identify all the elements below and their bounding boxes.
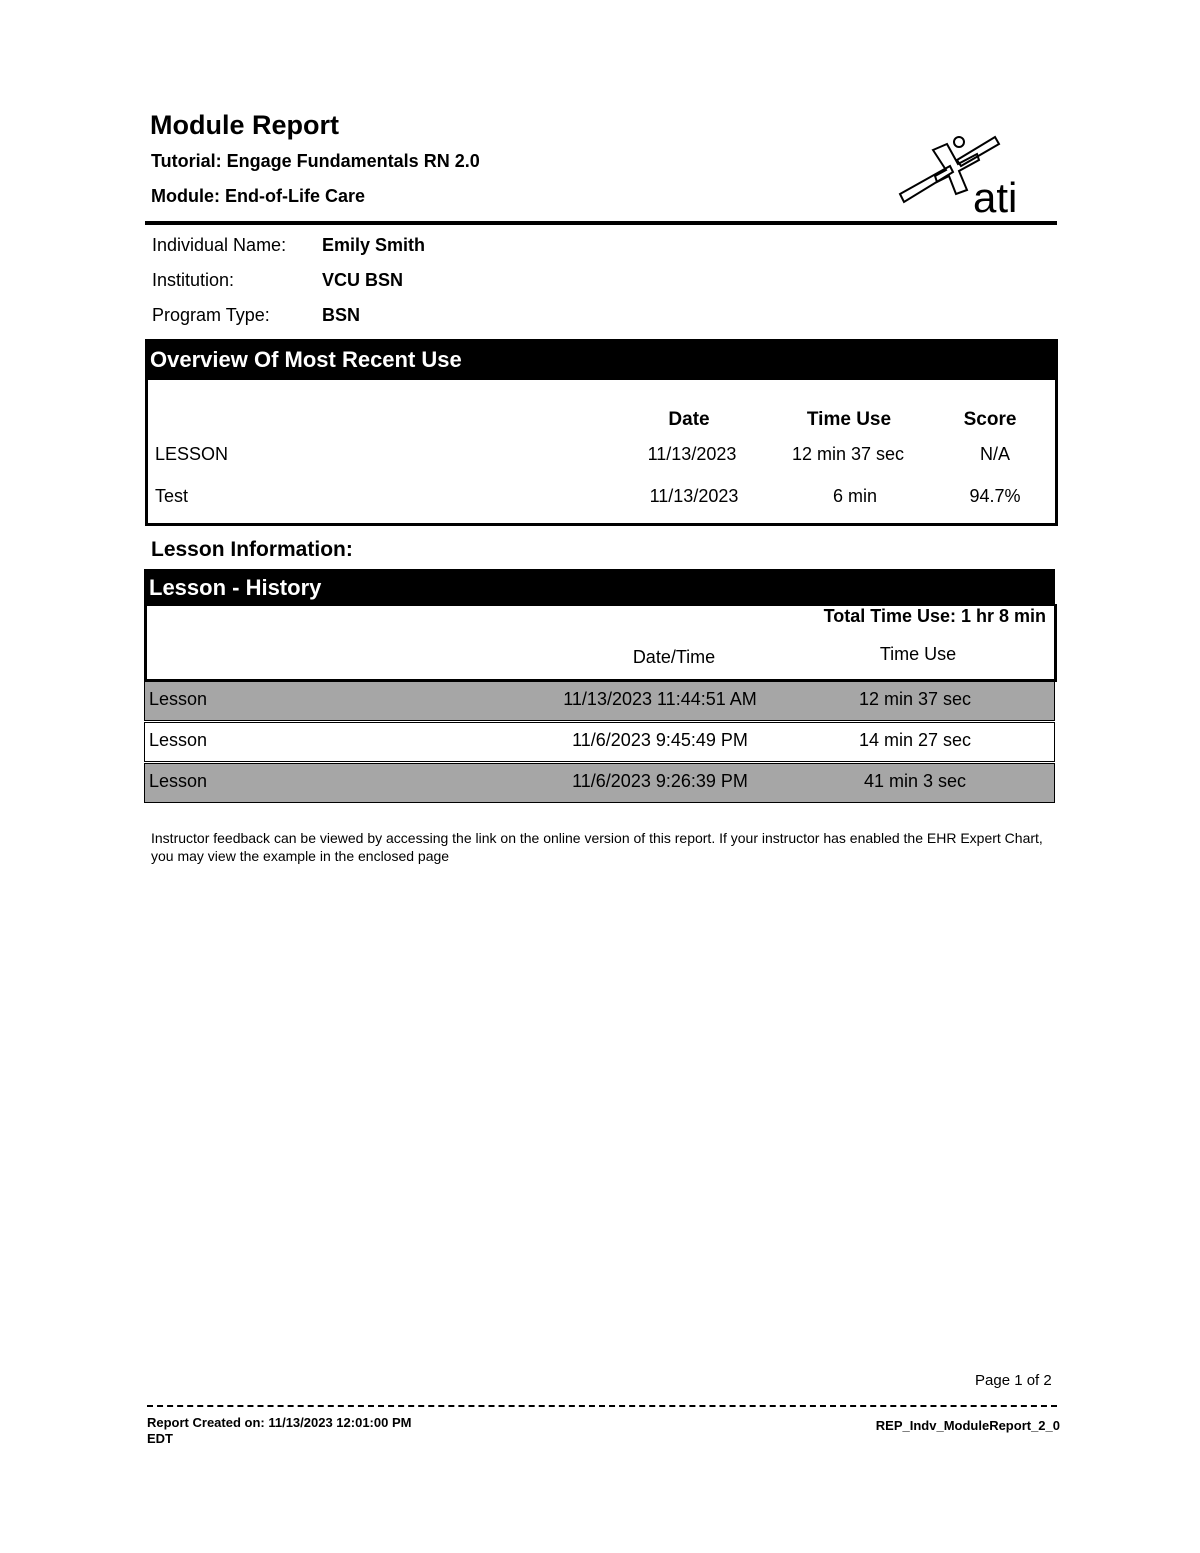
report-created <box>147 1415 447 1447</box>
history-col-time-use: Time Use <box>879 644 957 664</box>
history-col-datetime: Date/Time <box>632 647 716 667</box>
overview-row-date: 11/13/2023 <box>647 444 737 464</box>
ati-logo <box>895 132 1045 218</box>
row-time-use: 41 min 3 sec <box>863 771 967 791</box>
overview-col-score: Score <box>963 409 1017 430</box>
overview-heading: Overview Of Most Recent Use <box>145 339 1058 380</box>
report-id: REP_Indv_ModuleReport_2_0 <box>875 1418 1060 1433</box>
report-created-tz: EDT <box>147 1431 173 1446</box>
overview-row-time-use: 6 min <box>832 486 877 506</box>
overview-row-score: 94.7% <box>969 486 1021 506</box>
overview-col-date: Date <box>668 409 710 430</box>
module-name: Module: End-of-Life Care <box>151 186 365 206</box>
row-type: Lesson <box>149 689 208 709</box>
row-time-use: 14 min 27 sec <box>858 730 972 750</box>
history-heading: Lesson - History <box>144 569 1055 606</box>
institution-value: VCU BSN <box>322 270 404 290</box>
row-type: Lesson <box>149 771 208 791</box>
row-datetime: 11/6/2023 9:45:49 PM <box>572 730 748 750</box>
program-value: BSN <box>322 305 361 325</box>
report-created-date: Report Created on: 11/13/2023 12:01:00 PM <box>147 1415 412 1430</box>
row-type: Lesson <box>149 730 208 750</box>
logo-text: ati <box>973 174 1018 218</box>
overview-row-score: N/A <box>979 444 1010 464</box>
program-label: Program Type: <box>152 305 270 325</box>
table-row <box>144 722 1055 762</box>
overview-col-time-use: Time Use <box>806 409 892 430</box>
table-row <box>144 763 1055 803</box>
header-divider <box>145 221 1057 225</box>
table-row <box>144 681 1055 721</box>
overview-row-time-use: 12 min 37 sec <box>791 444 905 464</box>
row-time-use: 12 min 37 sec <box>858 689 972 709</box>
name-label: Individual Name: <box>152 235 287 255</box>
overview-row-label: LESSON <box>155 444 229 464</box>
tutorial-name: Tutorial: Engage Fundamentals RN 2.0 <box>151 151 480 171</box>
name-value: Emily Smith <box>322 235 426 255</box>
row-datetime: 11/6/2023 9:26:39 PM <box>572 771 748 791</box>
overview-row-label: Test <box>155 486 189 506</box>
footer-divider <box>147 1405 1057 1407</box>
row-datetime: 11/13/2023 11:44:51 AM <box>563 689 757 709</box>
total-time-use: Total Time Use: 1 hr 8 min <box>823 606 1046 626</box>
overview-row-date: 11/13/2023 <box>649 486 739 506</box>
page-number: Page 1 of 2 <box>975 1372 1052 1389</box>
page-title: Module Report <box>150 110 339 140</box>
lesson-info-heading: Lesson Information: <box>151 538 353 561</box>
instructor-feedback-note: Instructor feedback can be viewed by accessing the link on the online version of this report. If your instructor has enabled the EHR Expert Chart, you may view the example in the enclosed page <box>151 830 1043 864</box>
institution-label: Institution: <box>152 270 235 290</box>
